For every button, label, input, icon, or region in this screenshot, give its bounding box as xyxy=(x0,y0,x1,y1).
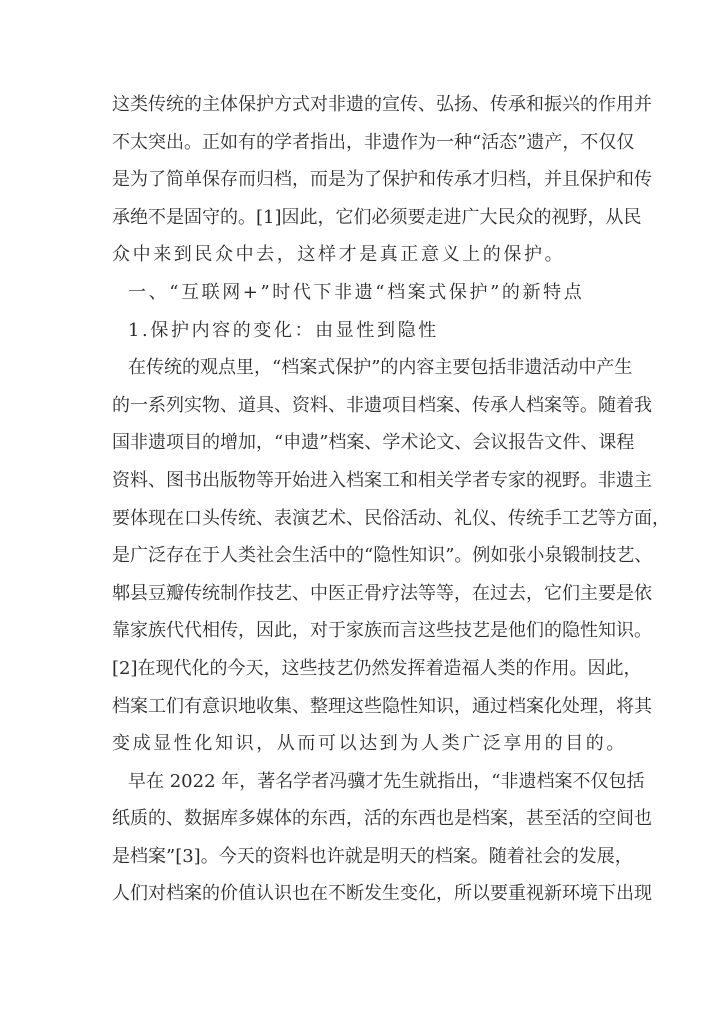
text-line: 的一系列实物、道具、资料、非遗项目档案、传承人档案等。随着我 xyxy=(112,394,652,416)
text-line: 是档案”[3]。今天的资料也许就是明天的档案。随着社会的发展， xyxy=(112,845,633,867)
text-line: 这类传统的主体保护方式对非遗的宣传、弘扬、传承和振兴的作用并 xyxy=(112,94,652,115)
section-heading: 一、“互联网+”时代下非遗“档案式保护”的新特点 xyxy=(128,281,585,303)
text-line: 纸质的、数据库多媒体的东西，活的东西也是档案，甚至活的空间也 xyxy=(112,808,652,830)
text-line: 众中来到民众中去，这样才是真正意义上的保护。 xyxy=(112,244,566,266)
text-line: 变成显性化知识，从而可以达到为人类广泛享用的目的。 xyxy=(112,733,627,755)
text-line: 资料、图书出版物等开始进入档案工和相关学者专家的视野。非遗主 xyxy=(112,469,652,491)
text-line: 郫县豆瓣传统制作技艺、中医正骨疗法等等，在过去，它们主要是依 xyxy=(112,582,652,604)
text-line: 档案工们有意识地收集、整理这些隐性知识，通过档案化处理，将其 xyxy=(112,695,652,717)
text-line: 国非遗项目的增加，“申遗”档案、学术论文、会议报告文件、课程 xyxy=(112,432,635,454)
text-line: 人们对档案的价值认识也在不断发生变化，所以要重视新环境下出现 xyxy=(112,883,652,905)
text-line: 早在 2022 年，著名学者冯骥才先生就指出，“非遗档案不仅包括 xyxy=(128,770,645,792)
text-line: 是为了简单保存而归档，而是为了保护和传承才归档，并且保护和传 xyxy=(112,169,652,191)
text-line: 不太突出。正如有的学者指出，非遗作为一种“活态”遗产，不仅仅 xyxy=(112,131,635,153)
text-line: 承绝不是固守的。[1]因此，它们必须要走进广大民众的视野，从民 xyxy=(112,206,642,228)
document-page xyxy=(112,86,670,913)
text-line: 靠家族代代相传，因此，对于家族而言这些技艺是他们的隐性知识。 xyxy=(112,620,652,642)
text-line: [2]在现代化的今天，这些技艺仍然发挥着造福人类的作用。因此， xyxy=(112,657,642,679)
text-line: 是广泛存在于人类社会生活中的“隐性知识”。例如张小泉锻制技艺、 xyxy=(112,545,653,567)
subsection-heading: 1.保护内容的变化：由显性到隐性 xyxy=(128,319,439,341)
text-line: 要体现在口头传统、表演艺术、民俗活动、礼仪、传统手工艺等方面， xyxy=(112,507,670,529)
text-line: 在传统的观点里，“档案式保护”的内容主要包括非遗活动中产生 xyxy=(128,357,633,379)
